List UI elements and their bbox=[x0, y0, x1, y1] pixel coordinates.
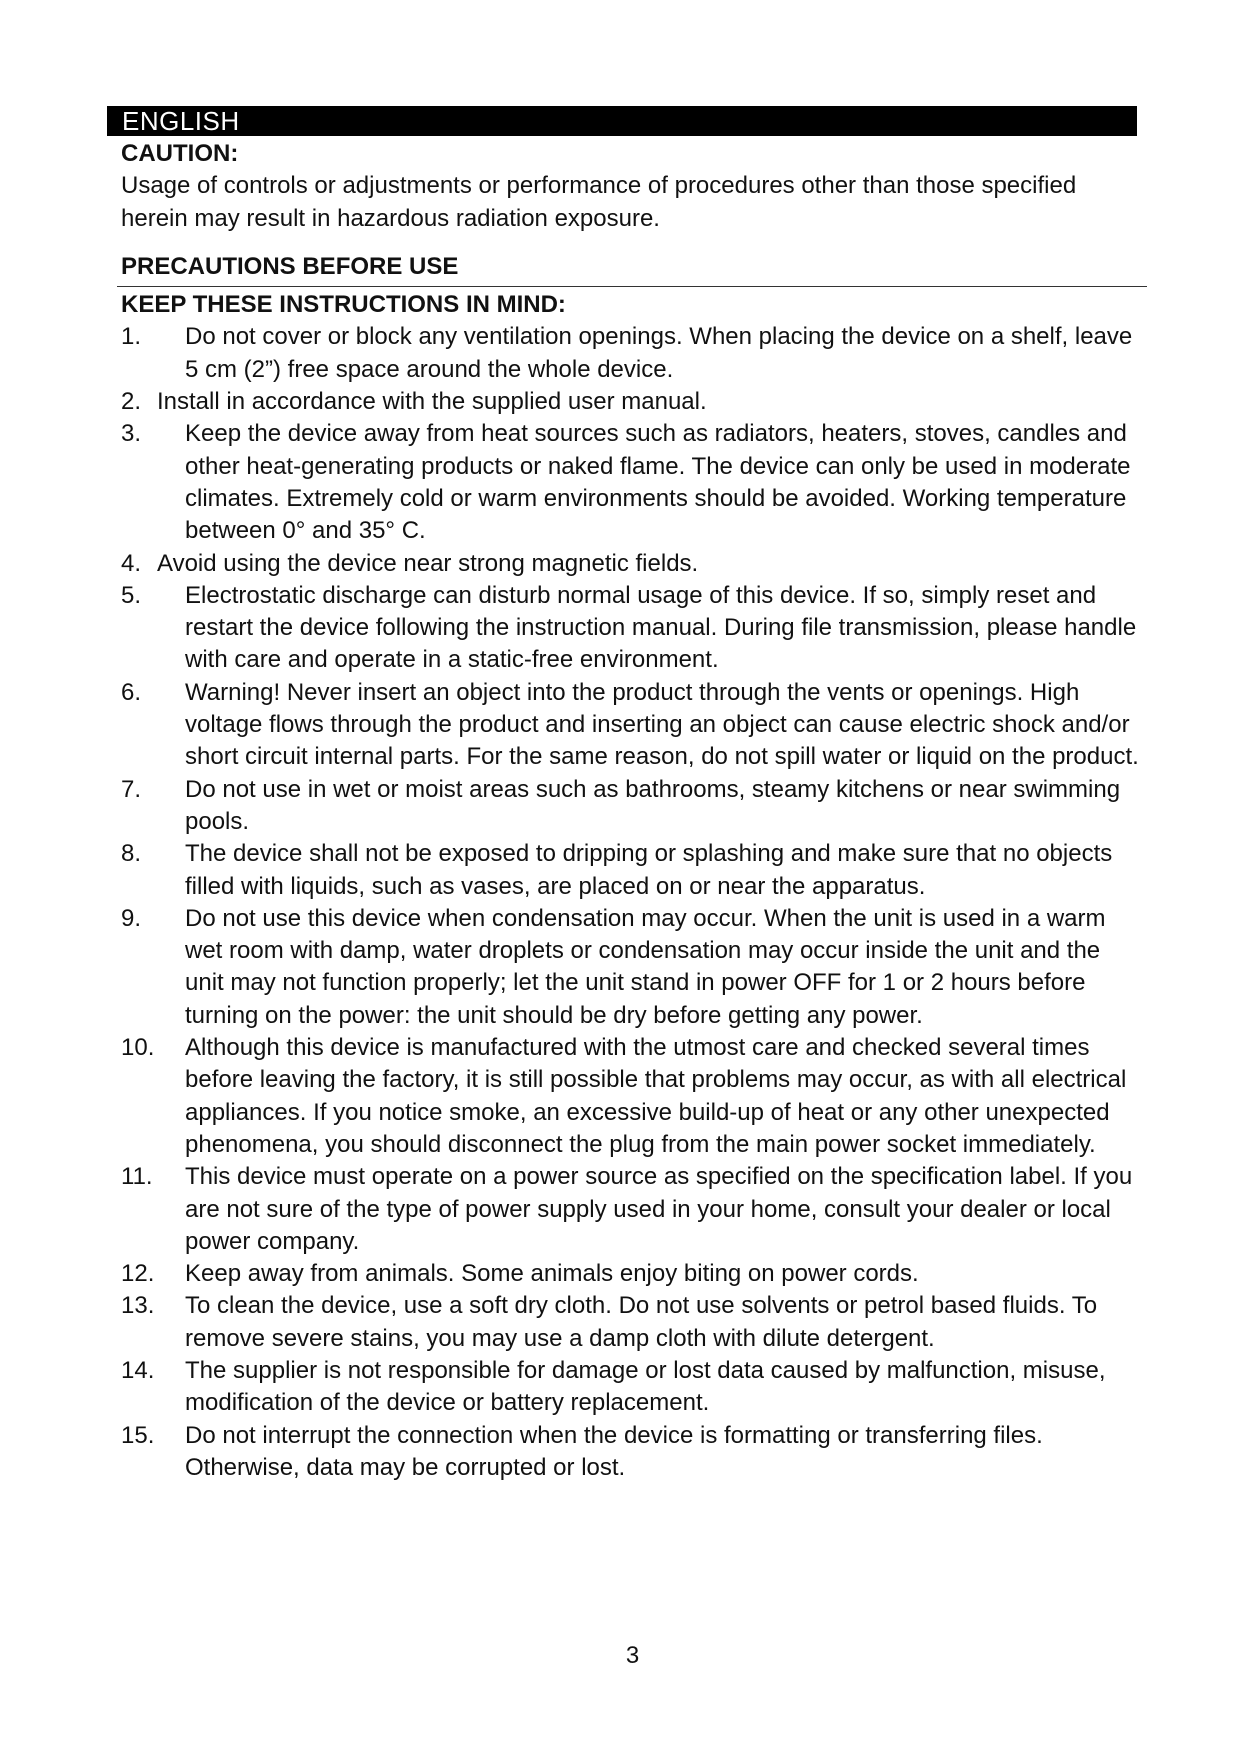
caution-text: Usage of controls or adjustments or performance of procedures other than those specified herein may result in hazardous radiation exposure. bbox=[121, 172, 1077, 232]
list-item bbox=[121, 580, 1141, 677]
list-item-text: Do not use in wet or moist areas such as bathrooms, steamy kitchens or near swimming pools. bbox=[185, 775, 1121, 835]
list-item bbox=[121, 1161, 1141, 1258]
caution-heading: CAUTION: bbox=[121, 140, 239, 167]
list-item-number: 10. bbox=[121, 1034, 155, 1062]
list-item-text: Warning! Never insert an object into the product through the vents or openings. High voltage flows through the product and inserting an object can cause electric shock and/or short circuit internal parts. For the same reason, do not spill water or liquid on the product. bbox=[185, 678, 1139, 771]
list-item-text: Avoid using the device near strong magnetic fields. bbox=[157, 549, 699, 577]
list-item-text: To clean the device, use a soft dry cloth. Do not use solvents or petrol based fluids. To remove severe stains, you may use a damp cloth with dilute detergent. bbox=[185, 1292, 1098, 1352]
list-item bbox=[121, 548, 1141, 580]
page-content bbox=[121, 138, 1141, 1484]
list-item-number: 1. bbox=[121, 323, 142, 351]
list-item-number: 7. bbox=[121, 775, 142, 803]
list-item-number: 11. bbox=[121, 1163, 153, 1191]
list-item-number: 14. bbox=[121, 1356, 155, 1384]
precautions-list bbox=[121, 321, 1141, 1484]
list-item-text: Although this device is manufactured with the utmost care and checked several times before leaving the factory, it is still possible that problems may occur, as with all electrical appliances. If you notice smoke, an excessive build-up of heat or any other unexpected phenomena, you should disconnect the plug from the main power socket immediately. bbox=[185, 1034, 1127, 1158]
list-item-text: The device shall not be exposed to dripping or splashing and make sure that no objects filled with liquids, such as vases, are placed on or near the apparatus. bbox=[185, 840, 1113, 900]
list-item-text: Install in accordance with the supplied user manual. bbox=[157, 388, 707, 416]
instructions-subheading: KEEP THESE INSTRUCTIONS IN MIND: bbox=[121, 291, 566, 319]
list-item-text: Do not use this device when condensation may occur. When the unit is used in a warm wet room with damp, water droplets or condensation may occur inside the unit and the unit may not function properly; let the unit stand in power OFF for 1 or 2 hours before turning on the power: the unit should be dry before getting any power. bbox=[185, 904, 1106, 1029]
list-item bbox=[121, 774, 1141, 839]
list-item-number: 9. bbox=[121, 904, 142, 932]
list-item-text: Do not cover or block any ventilation openings. When placing the device on a shelf, leave 5 cm (2”) free space around the whole device. bbox=[185, 323, 1133, 383]
page-number: 3 bbox=[625, 1642, 640, 1669]
list-item bbox=[121, 677, 1141, 774]
list-item bbox=[121, 1355, 1141, 1420]
list-item-text: This device must operate on a power source as specified on the specification label. If you are not sure of the type of power supply used in your home, consult your dealer or local power company. bbox=[185, 1163, 1133, 1255]
list-item bbox=[121, 1258, 1141, 1290]
list-item bbox=[121, 1420, 1141, 1485]
list-item-number: 3. bbox=[121, 420, 142, 448]
list-item-text: Do not interrupt the connection when the device is formatting or transferring files. Otherwise, data may be corrupted or lost. bbox=[185, 1421, 1043, 1481]
list-item-number: 8. bbox=[121, 840, 142, 868]
list-item bbox=[121, 838, 1141, 903]
list-item bbox=[121, 1290, 1141, 1355]
language-banner: ENGLISH bbox=[107, 106, 1137, 136]
list-item bbox=[121, 386, 1141, 418]
list-item-number: 6. bbox=[121, 678, 142, 706]
list-item bbox=[121, 903, 1141, 1032]
list-item-text: The supplier is not responsible for damage or lost data caused by malfunction, misuse, modification of the device or battery replacement. bbox=[185, 1356, 1106, 1417]
list-item-text: Keep the device away from heat sources such as radiators, heaters, stoves, candles and other heat-generating products or naked flame. The device can only be used in moderate climates. Extremely cold or warm environments should be avoided. Working temperature between 0° and 35° C. bbox=[185, 420, 1131, 545]
list-item-number: 13. bbox=[121, 1292, 155, 1320]
list-item bbox=[121, 321, 1141, 386]
list-item-text: Electrostatic discharge can disturb normal usage of this device. If so, simply reset and restart the device following the instruction manual. During file transmission, please handle with care and operate in a static-free environment. bbox=[185, 581, 1137, 674]
list-item-number: 15. bbox=[121, 1421, 155, 1449]
list-item-text: Keep away from animals. Some animals enjoy biting on power cords. bbox=[185, 1260, 919, 1288]
list-item bbox=[121, 1032, 1141, 1161]
list-item-number: 4. bbox=[121, 549, 142, 577]
list-item-number: 5. bbox=[121, 581, 142, 609]
list-item-number: 12. bbox=[121, 1260, 155, 1288]
list-item bbox=[121, 418, 1141, 547]
precautions-heading: PRECAUTIONS BEFORE USE bbox=[121, 252, 459, 280]
list-item-number: 2. bbox=[121, 388, 142, 416]
